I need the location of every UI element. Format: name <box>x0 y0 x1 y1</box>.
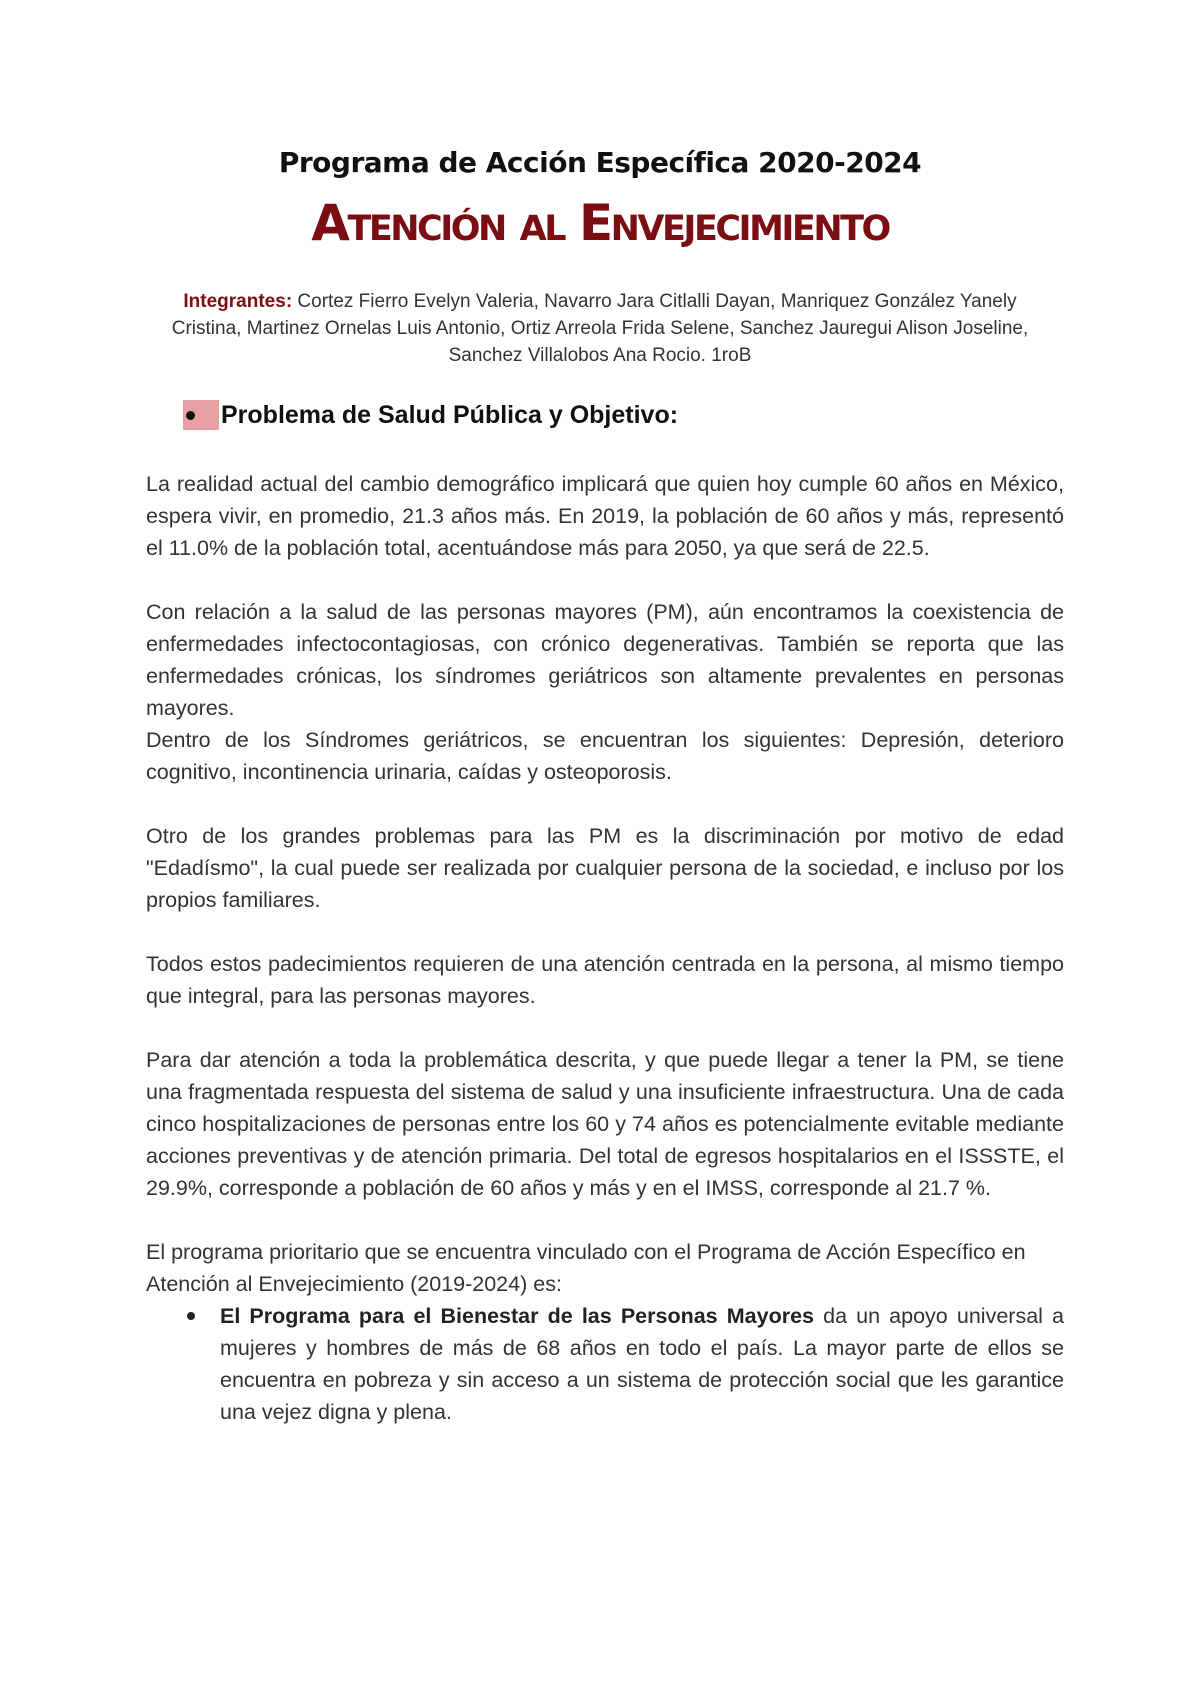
members-label: Integrantes: <box>183 291 293 312</box>
paragraph-5: Todos estos padecimientos requieren de una atención centrada en la persona, al mismo tiempo que integral, para las personas mayores. <box>146 952 1064 1008</box>
bullet-list <box>146 1300 1064 1428</box>
list-item <box>146 1300 1064 1428</box>
members-block <box>150 288 1050 369</box>
paragraph-6: Para dar atención a toda la problemática descrita, y que puede llegar a tener la PM, se tiene una fragmentada respuesta del sistema de salud y una insuficiente infraestructura. Una de cada cinco hospitalizaciones de personas entre los 60 y 74 años es potencialmente evitable mediante acciones preventivas y de atención primaria. Del total de egresos hospitalarios en el ISSSTE, el 29.9%, corresponde a población de 60 años y más y en el IMSS, corresponde al 21.7 %. <box>146 1048 1064 1200</box>
bullet-dot-icon <box>186 411 195 420</box>
body-content <box>146 468 1064 1428</box>
main-title: Atención al Envejecimiento <box>311 194 889 252</box>
paragraph-1: La realidad actual del cambio demográfico implicará que quien hoy cumple 60 años en México, espera vivir, en promedio, 21.3 años más. En 2019, la población de 60 años y más, representó el 11.0% de la población total, acentuándose más para 2050, ya que será de 22.5. <box>146 472 1064 560</box>
paragraph-4: Otro de los grandes problemas para las PM es la discriminación por motivo de edad "Edadísmo", la cual puede ser realizada por cualquier persona de la sociedad, e incluso por los propios familiares. <box>146 824 1064 912</box>
paragraph-7: El programa prioritario que se encuentra vinculado con el Programa de Acción Específico en Atención al Envejecimiento (2019-2024) es: <box>146 1240 1026 1296</box>
bullet-dot-icon <box>187 1312 195 1320</box>
paragraph-3: Dentro de los Síndromes geriátricos, se encuentran los siguientes: Depresión, deterioro cognitivo, incontinencia urinaria, caídas y osteoporosis. <box>146 728 1064 784</box>
paragraph-2: Con relación a la salud de las personas mayores (PM), aún encontramos la coexistencia de enfermedades infectocontagiosas, con crónico degenerativas. También se reporta que las enfermedades crónicas, los síndromes geriátricos son altamente prevalentes en personas mayores. <box>146 600 1064 720</box>
list-item-text: da un apoyo universal a mujeres y hombres de más de 68 años en todo el país. La mayor parte de ellos se encuentra en pobreza y sin acceso a un sistema de protección social que les garantice una vejez digna y plena. <box>220 1304 1065 1424</box>
highlighted-bullet <box>183 400 219 430</box>
section-heading <box>183 398 678 432</box>
section-heading-text: Problema de Salud Pública y Objetivo: <box>221 400 679 429</box>
document-title: Programa de Acción Específica 2020-2024 <box>278 146 922 179</box>
members-text: Cortez Fierro Evelyn Valeria, Navarro Jara Citlalli Dayan, Manriquez González Yanely Cristina, Martinez Ornelas Luis Antonio, Ortiz Arreola Frida Selene, Sanchez Jauregui Alison Joseline, Sanchez Villalobos Ana Rocio. 1roB <box>171 291 1029 366</box>
list-item-bold: El Programa para el Bienestar de las Personas Mayores <box>220 1304 814 1328</box>
